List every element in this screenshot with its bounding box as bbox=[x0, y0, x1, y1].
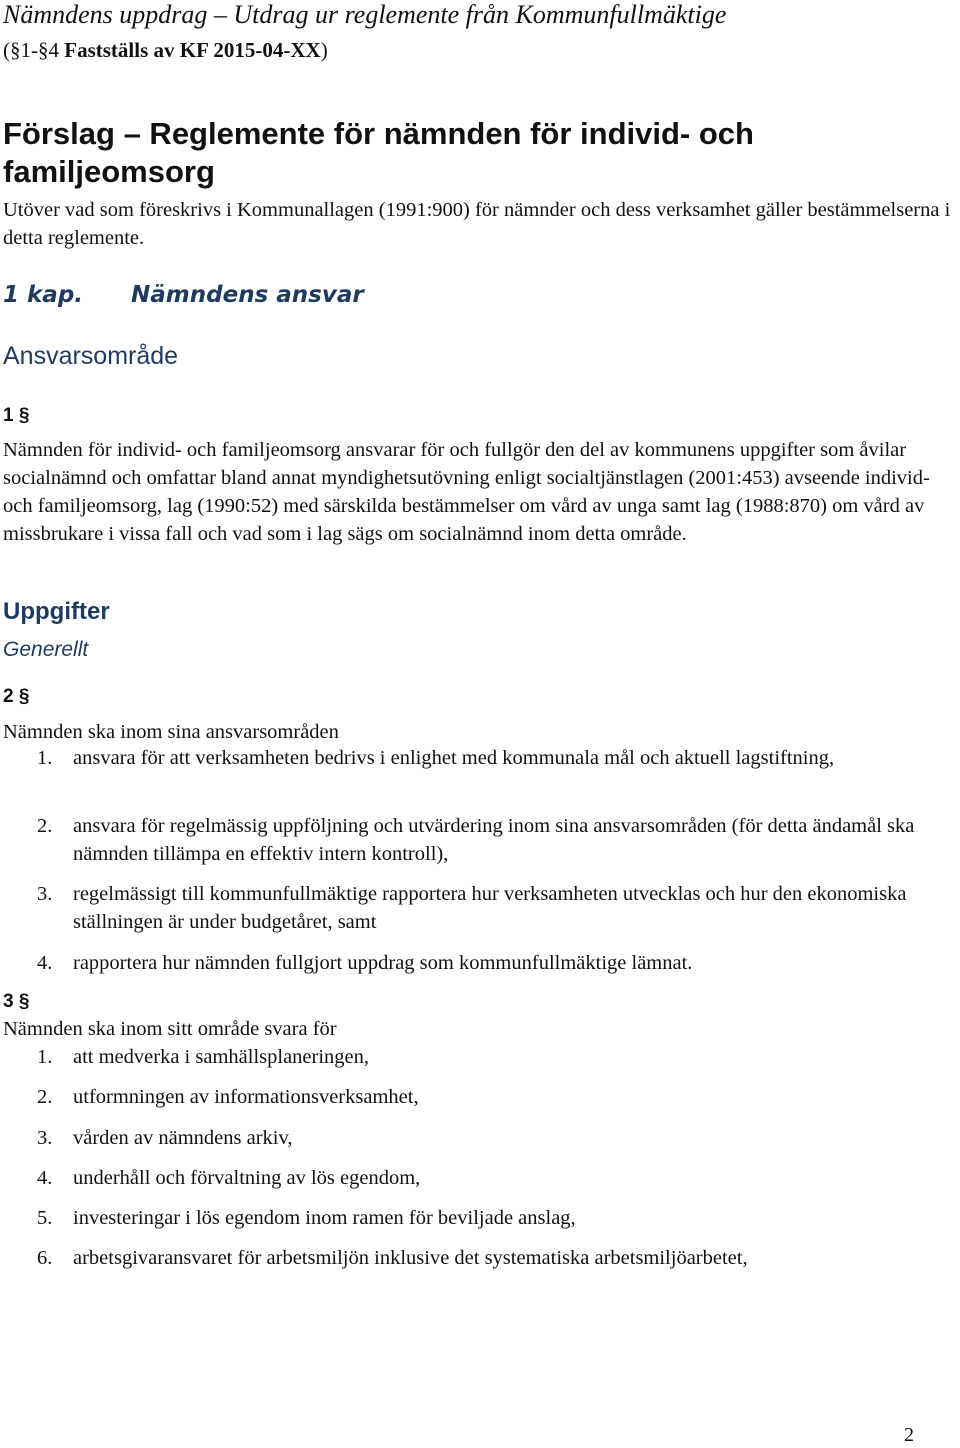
list-item-number: 5. bbox=[37, 1207, 53, 1229]
section-heading-ansvarsomrade: Ansvarsområde bbox=[3, 342, 179, 370]
paragraph-label-3: 3 § bbox=[3, 991, 30, 1012]
list-item-text: arbetsgivaransvaret för arbetsmiljön inklusive det systematiska arbetsmiljöarbetet, bbox=[73, 1247, 748, 1269]
chapter-title: Nämndens ansvar bbox=[131, 282, 364, 308]
list-item-number: 4. bbox=[37, 952, 53, 974]
header-subtitle-prefix: (§1-§4 bbox=[3, 38, 65, 62]
list-item-number: 2. bbox=[37, 1086, 53, 1108]
paragraph-2-intro: Nämnden ska inom sina ansvarsområden bbox=[3, 721, 339, 743]
list-item-text: regelmässigt till kommunfullmäktige rapportera hur verksamheten utvecklas och hur den ekonomiska ställningen är under budgetåret, samt bbox=[73, 883, 907, 933]
section-heading-uppgifter: Uppgifter bbox=[3, 598, 110, 625]
chapter-heading bbox=[3, 279, 364, 311]
header-subtitle-bold: Fastställs av KF 2015-04-XX bbox=[64, 38, 321, 62]
list-item-number: 4. bbox=[37, 1167, 53, 1189]
list-item-text: vården av nämndens arkiv, bbox=[73, 1127, 293, 1149]
list-item-number: 6. bbox=[37, 1247, 53, 1269]
document-title: Förslag – Reglemente för nämnden för individ- och familjeomsorg bbox=[3, 116, 754, 189]
header-subtitle bbox=[3, 36, 328, 64]
page-number: 2 bbox=[904, 1424, 914, 1446]
list-item-number: 2. bbox=[37, 815, 53, 837]
chapter-number: 1 kap. bbox=[3, 282, 84, 308]
list-item-text: att medverka i samhällsplaneringen, bbox=[73, 1046, 370, 1068]
document-intro: Utöver vad som föreskrivs i Kommunallagen (1991:900) för nämnder och dess verksamhet gäller bestämmelserna i detta reglemente. bbox=[3, 199, 951, 249]
header-title: Nämndens uppdrag – Utdrag ur reglemente från Kommunfullmäktige bbox=[3, 0, 727, 29]
paragraph-label-2: 2 § bbox=[3, 686, 30, 707]
list-item-number: 3. bbox=[37, 883, 53, 905]
list-item-number: 1. bbox=[37, 747, 53, 769]
list-item-text: rapportera hur nämnden fullgjort uppdrag som kommunfullmäktige lämnat. bbox=[73, 952, 693, 974]
list-item-text: investeringar i lös egendom inom ramen för beviljade anslag, bbox=[73, 1207, 576, 1229]
list-item-text: ansvara för att verksamheten bedrivs i enlighet med kommunala mål och aktuell lagstiftning, bbox=[73, 747, 835, 769]
subsection-heading-generellt: Generellt bbox=[3, 638, 89, 661]
list-item-number: 3. bbox=[37, 1127, 53, 1149]
list-item-text: ansvara för regelmässig uppföljning och utvärdering inom sina ansvarsområden (för detta ändamål ska nämnden tillämpa en effektiv intern kontroll), bbox=[73, 815, 915, 865]
paragraph-label-1: 1 § bbox=[3, 405, 30, 426]
list-item-number: 1. bbox=[37, 1046, 53, 1068]
paragraph-1-text: Nämnden för individ- och familjeomsorg ansvarar för och fullgör den del av kommunens uppgifter som åvilar socialnämnd och omfattar bland annat myndighetsutövning enligt socialtjänstlagen (2001:453) avseende individ- och familjeomsorg, lag (1990:52) med särskilda bestämmelser om vård av unga samt lag (1988:870) om vård av missbrukare i vissa fall och vad som i lag sägs om socialnämnd inom detta område. bbox=[3, 439, 930, 545]
paragraph-3-intro: Nämnden ska inom sitt område svara för bbox=[3, 1018, 337, 1040]
list-item-text: utformningen av informationsverksamhet, bbox=[73, 1086, 419, 1108]
list-item-text: underhåll och förvaltning av lös egendom, bbox=[73, 1167, 421, 1189]
header-subtitle-suffix: ) bbox=[320, 38, 328, 62]
